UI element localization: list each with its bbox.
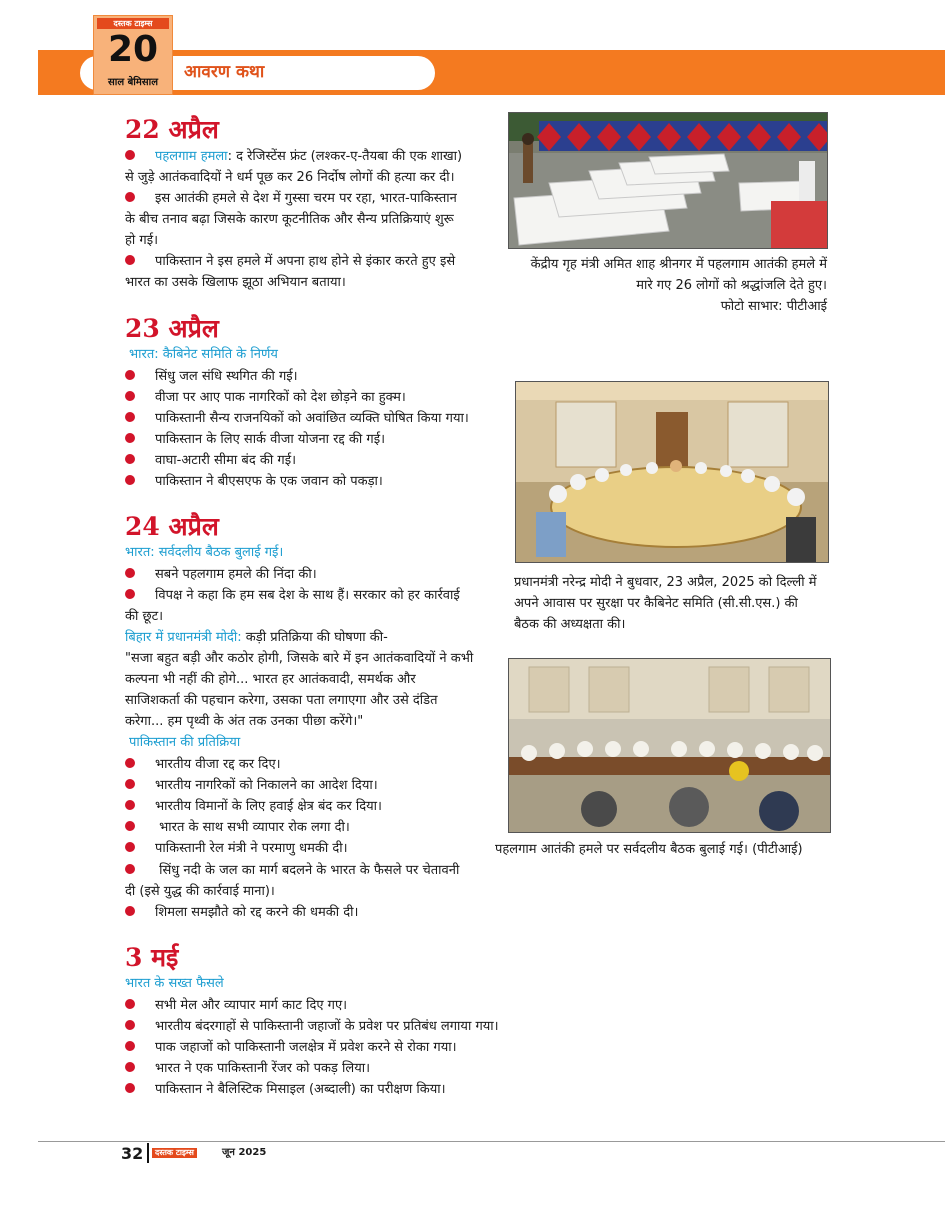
footer-separator <box>147 1143 149 1163</box>
bullet-icon <box>125 864 135 874</box>
list-item <box>125 1037 457 1058</box>
list-item-text: पाकिस्तानी रेल मंत्री ने परमाणु धमकी दी। <box>155 841 348 856</box>
list-item-text: पाकिस्तान के लिए सार्क वीजा योजना रद्द की गई। <box>155 432 386 447</box>
list-item-text: सिंधु नदी के जल का मार्ग बदलने के भारत के फैसले पर चेतावनी <box>155 863 460 878</box>
apr22-line: के बीच तनाव बढ़ा जिसके कारण कूटनीतिक और सैन्य प्रतिक्रियाएं शुरू <box>125 212 454 227</box>
list-item <box>125 860 459 881</box>
bullet-icon <box>125 758 135 768</box>
list-item <box>125 471 383 492</box>
list-item-text: भारत ने एक पाकिस्तानी रेंजर को पकड़ लिया। <box>155 1061 371 1076</box>
pahalgam-attack-label: पहलगाम हमला <box>155 149 228 164</box>
apr22-bullet-2 <box>125 188 457 209</box>
list-item <box>125 754 281 775</box>
list-item-text: पाक जहाजों को पाकिस्तानी जलक्षेत्र में प्रवेश करने से रोका गया। <box>155 1040 457 1055</box>
list-item <box>125 995 347 1016</box>
bullet-icon <box>125 433 135 443</box>
all-party-meeting-photo <box>508 658 831 833</box>
list-item-text: वीजा पर आए पाक नागरिकों को देश छोड़ने का हुक्म। <box>155 390 406 405</box>
list-item-text: पाकिस्तान ने बैलिस्टिक मिसाइल (अब्दाली) का परीक्षण किया। <box>155 1082 446 1097</box>
apr22-text: पाकिस्तान ने इस हमले में अपना हाथ होने से इंकार करते हुए इसे <box>155 254 456 269</box>
list-item-text: भारतीय बंदरगाहों से पाकिस्तानी जहाजों के प्रवेश पर प्रतिबंध लगाया गया। <box>155 1019 499 1034</box>
bihar-pm-label: बिहार में प्रधानमंत्री मोदी: <box>125 630 242 645</box>
bullet-icon <box>125 906 135 916</box>
section-label: आवरण कथा <box>184 62 265 82</box>
bullet-icon <box>125 1062 135 1072</box>
anniversary-badge <box>93 15 173 95</box>
list-item <box>125 450 296 471</box>
cabinet-caption-line: बैठक की अध्यक्षता की। <box>514 617 626 632</box>
bullet-icon <box>125 842 135 852</box>
list-item <box>125 775 378 796</box>
pakistan-reaction-subheading: पाकिस्तान की प्रतिक्रिया <box>129 735 241 750</box>
pm-quote-line: साजिशकर्ता की पहचान करेगा, उसका पता लगाएगा और उसे दंडित <box>125 693 438 708</box>
tribute-photo-illustration <box>509 113 827 248</box>
list-item-text: भारतीय विमानों के लिए हवाई क्षेत्र बंद कर दिया। <box>155 799 382 814</box>
bullet-icon <box>125 192 135 202</box>
list-item-text: भारत के साथ सभी व्यापार रोक लगा दी। <box>155 820 350 835</box>
badge-subtitle: साल बेमिसाल <box>107 77 159 88</box>
apr22-bullet-3 <box>125 251 455 272</box>
date-heading-may3: 3 मई <box>125 943 179 972</box>
list-item <box>125 817 350 838</box>
list-item-text: सभी मेल और व्यापार मार्ग काट दिए गए। <box>155 998 348 1013</box>
bullet-icon <box>125 999 135 1009</box>
bullet-icon <box>125 821 135 831</box>
pm-quote-line: करेगा... हम पृथ्वी के अंत तक उनका पीछा करेंगे।" <box>125 714 364 729</box>
apr22-line: भारत का उसके खिलाफ झूठा अभियान बताया। <box>125 275 346 290</box>
photo-credit: फोटो साभार: पीटीआई <box>720 299 827 314</box>
bullet-icon <box>125 1020 135 1030</box>
list-item <box>125 796 382 817</box>
bullet-icon <box>125 1083 135 1093</box>
list-item-text: वाघा-अटारी सीमा बंद की गई। <box>155 453 297 468</box>
list-item <box>125 1016 499 1037</box>
cabinet-caption-line: अपने आवास पर सुरक्षा पर कैबिनेट समिति (सी.सी.एस.) की <box>514 596 798 611</box>
list-item <box>125 429 385 450</box>
date-heading-apr22: 22 अप्रैल <box>125 115 219 144</box>
list-item-text: भारतीय नागरिकों को निकालने का आदेश दिया। <box>155 778 378 793</box>
badge-brand-logo: दस्तक टाइम्स <box>97 18 169 29</box>
cabinet-decisions-subheading: भारत: कैबिनेट समिति के निर्णय <box>129 347 278 362</box>
cabinet-meeting-illustration <box>516 382 828 562</box>
bullet-icon <box>125 391 135 401</box>
issue-date: जून 2025 <box>222 1147 267 1158</box>
date-heading-apr23: 23 अप्रैल <box>125 314 219 343</box>
list-item-continued: की छूट। <box>125 609 164 624</box>
bihar-pm-text: कड़ी प्रतिक्रिया की घोषणा की- <box>241 630 388 645</box>
cabinet-meeting-photo <box>515 381 829 563</box>
all-party-meeting-illustration <box>509 659 830 832</box>
list-item <box>125 838 348 859</box>
footer-brand-logo: दस्तक टाइम्स <box>152 1148 197 1158</box>
apr22-line: हो गई। <box>125 233 159 248</box>
apr22-text: : द रेजिस्टेंस फ्रंट (लश्कर-ए-तैयबा की एक शाखा) <box>227 149 463 164</box>
bullet-icon <box>125 779 135 789</box>
list-item <box>125 1079 446 1100</box>
india-decisions-subheading: भारत के सख्त फैसले <box>125 976 224 991</box>
list-item-text: भारतीय वीजा रद्द कर दिए। <box>155 757 281 772</box>
date-heading-apr24: 24 अप्रैल <box>125 512 219 541</box>
list-item-text: शिमला समझौते को रद्द करने की धमकी दी। <box>155 905 359 920</box>
pm-quote-line: "सजा बहुत बड़ी और कठोर होगी, जिसके बारे में इन आतंकवादियों ने कभी <box>125 651 474 666</box>
list-item <box>125 564 317 585</box>
tribute-caption-line: केंद्रीय गृह मंत्री अमित शाह श्रीनगर में पहलगाम आतंकी हमले में <box>530 257 827 272</box>
pm-quote-line: कल्पना भी नहीं की होगे... भारत हर आतंकवादी, समर्थक और <box>125 672 416 687</box>
tribute-caption-line: मारे गए 26 लोगों को श्रद्धांजलि देते हुए। <box>636 278 827 293</box>
bullet-icon <box>125 589 135 599</box>
page-number: 32 <box>121 1144 144 1163</box>
apr22-bullet-1 <box>125 146 462 167</box>
list-item <box>125 408 469 429</box>
all-party-caption: पहलगाम आतंकी हमले पर सर्वदलीय बैठक बुलाई गई। (पीटीआई) <box>495 842 803 857</box>
tribute-photo <box>508 112 828 249</box>
bullet-icon <box>125 454 135 464</box>
apr22-text: इस आतंकी हमले से देश में गुस्सा चरम पर रहा, भारत-पाकिस्तान <box>155 191 457 206</box>
bullet-icon <box>125 370 135 380</box>
bullet-icon <box>125 412 135 422</box>
apr22-line: से जुड़े आतंकवादियों ने धर्म पूछ कर 26 निर्दोष लोगों की हत्या कर दी। <box>125 170 455 185</box>
list-item <box>125 1058 370 1079</box>
bullet-icon <box>125 568 135 578</box>
list-item-text: पाकिस्तान ने बीएसएफ के एक जवान को पकड़ा। <box>155 474 383 489</box>
list-item-continued: दी (इसे युद्ध की कार्रवाई माना)। <box>125 884 275 899</box>
list-item-text: पाकिस्तानी सैन्य राजनयिकों को अवांछित व्यक्ति घोषित किया गया। <box>155 411 469 426</box>
bullet-icon <box>125 150 135 160</box>
badge-number: 20 <box>107 29 159 70</box>
list-item-text: सबने पहलगाम हमले की निंदा की। <box>155 567 317 582</box>
all-party-subheading: भारत: सर्वदलीय बैठक बुलाई गई। <box>125 545 284 560</box>
list-item <box>125 902 358 923</box>
bullet-icon <box>125 255 135 265</box>
list-item-text: विपक्ष ने कहा कि हम सब देश के साथ हैं। सरकार को हर कार्रवाई <box>155 588 460 603</box>
bullet-icon <box>125 475 135 485</box>
footer-rule <box>38 1141 945 1142</box>
list-item <box>125 387 406 408</box>
list-item <box>125 585 460 606</box>
bihar-pm-line <box>125 627 388 648</box>
list-item <box>125 366 298 387</box>
cabinet-caption-line: प्रधानमंत्री नरेन्द्र मोदी ने बुधवार, 23 अप्रैल, 2025 को दिल्ली में <box>514 575 817 590</box>
list-item-text: सिंधु जल संधि स्थगित की गई। <box>155 369 298 384</box>
bullet-icon <box>125 1041 135 1051</box>
bullet-icon <box>125 800 135 810</box>
